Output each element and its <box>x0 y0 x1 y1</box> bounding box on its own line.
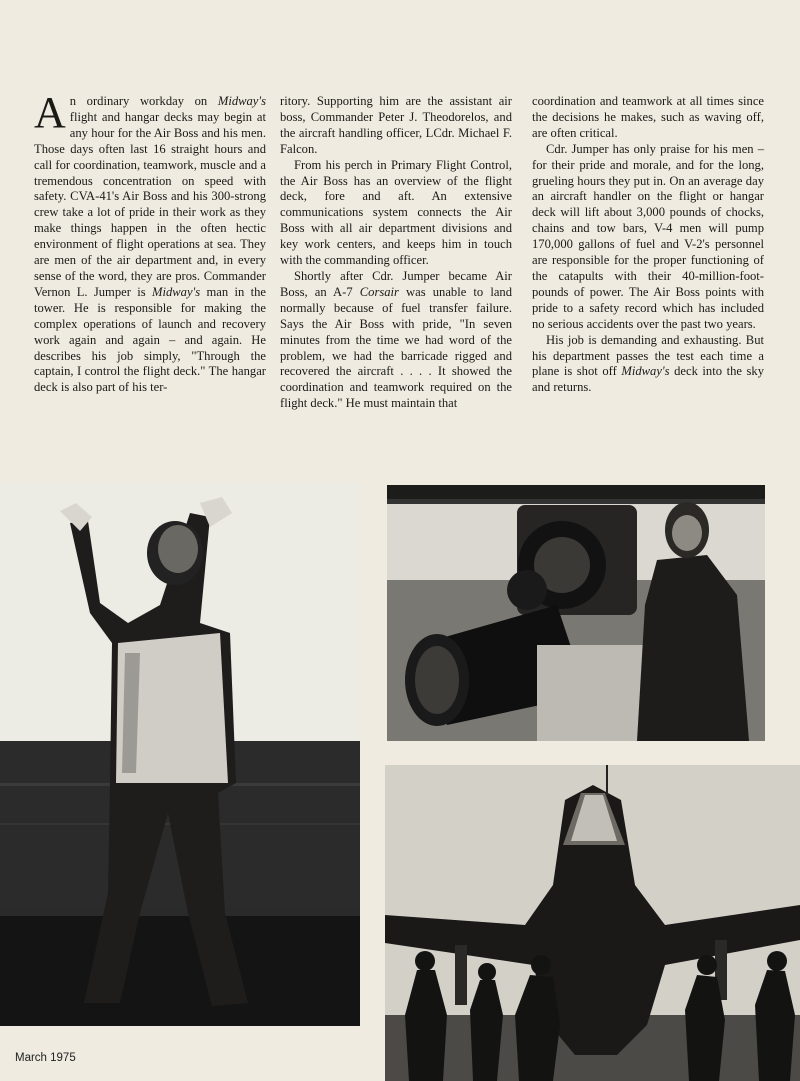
photo-air-boss-signalling <box>0 483 360 1026</box>
paragraph <box>280 269 512 412</box>
photo-camera-operator <box>387 485 765 741</box>
ship-name: Midway's <box>151 284 201 299</box>
paragraph <box>532 333 764 397</box>
text-run: flight and hangar decks may begin at any hour for the Air Boss and his men. Those days often last 16 straight hours and call for coordination, teamwork, muscle and a tremendous concentration on speed with safety. CVA-41's Air Boss and his 300-strong crew take a lot of pride in their work as they make things happen in the often hectic environment of flight operations at sea. They are men of the air department and, in every sense of the word, they are pros. Commander Vernon L. Jumper is <box>34 109 266 299</box>
photo-jet-deck-crew <box>385 765 800 1081</box>
text-run: n ordinary workday on <box>69 94 218 108</box>
drop-cap: A <box>34 88 66 137</box>
text-run: man in the tower. He is responsible for making the complex operations of launch and recovery work again and again – and again. He describes his job simply, "Through the captain, I control the flight deck." The hangar deck is also part of his ter- <box>34 284 266 395</box>
text-run: Shortly after Cdr. Jumper became Air Boss, an A-7 <box>280 268 512 299</box>
paragraph: coordination and teamwork at all times since the decisions he makes, such as waving off, are often critical. <box>532 94 764 140</box>
text-column-1 <box>34 88 266 396</box>
paragraph: ritory. Supporting him are the assistant air boss, Commander Peter J. Theodorelos, and the aircraft handling officer, LCdr. Michael F. Falcon. <box>280 94 512 156</box>
page-folio: March 1975 <box>15 1052 76 1064</box>
text-run: His job is demanding and exhausting. But his department passes the test each time a plane is shot off <box>532 332 764 379</box>
ship-name: Midway's <box>621 364 670 379</box>
text-column-2 <box>280 94 512 412</box>
text-column-3 <box>532 94 764 396</box>
aircraft-name: Corsair <box>359 284 399 299</box>
paragraph: Cdr. Jumper has only praise for his men – for their pride and morale, and for the long, grueling hours they put in. On an average day an aircraft handler on the flight or hangar deck will lift about 3,000 pounds of chocks, chains and tow bars, V-4 men will pump 170,000 gallons of fuel and V-2's personnel are responsible for the proper functioning of the catapults with their 40-million-foot-pounds of power. The Air Boss points with pride to a safety record which has included no serious accidents over the past two years. <box>532 141 764 331</box>
ship-name: Midway's <box>217 94 266 108</box>
text-run: deck into the sky and returns. <box>532 364 765 395</box>
paragraph <box>34 88 266 396</box>
paragraph: From his perch in Primary Flight Control, the Air Boss has an overview of the flight deck, fore and aft. An extensive communications system connects the Air Boss with all air department divisions and key work centers, and keeps him in touch with the commanding officer. <box>280 157 512 268</box>
text-run: was unable to land normally because of fuel transfer failure. Says the Air Boss with pride, "In seven minutes from the time we had word of the problem, we had the barricade rigged and recovered the aircraft . . . . It showed the coordination and teamwork required on the flight deck." He must maintain that <box>280 284 513 411</box>
